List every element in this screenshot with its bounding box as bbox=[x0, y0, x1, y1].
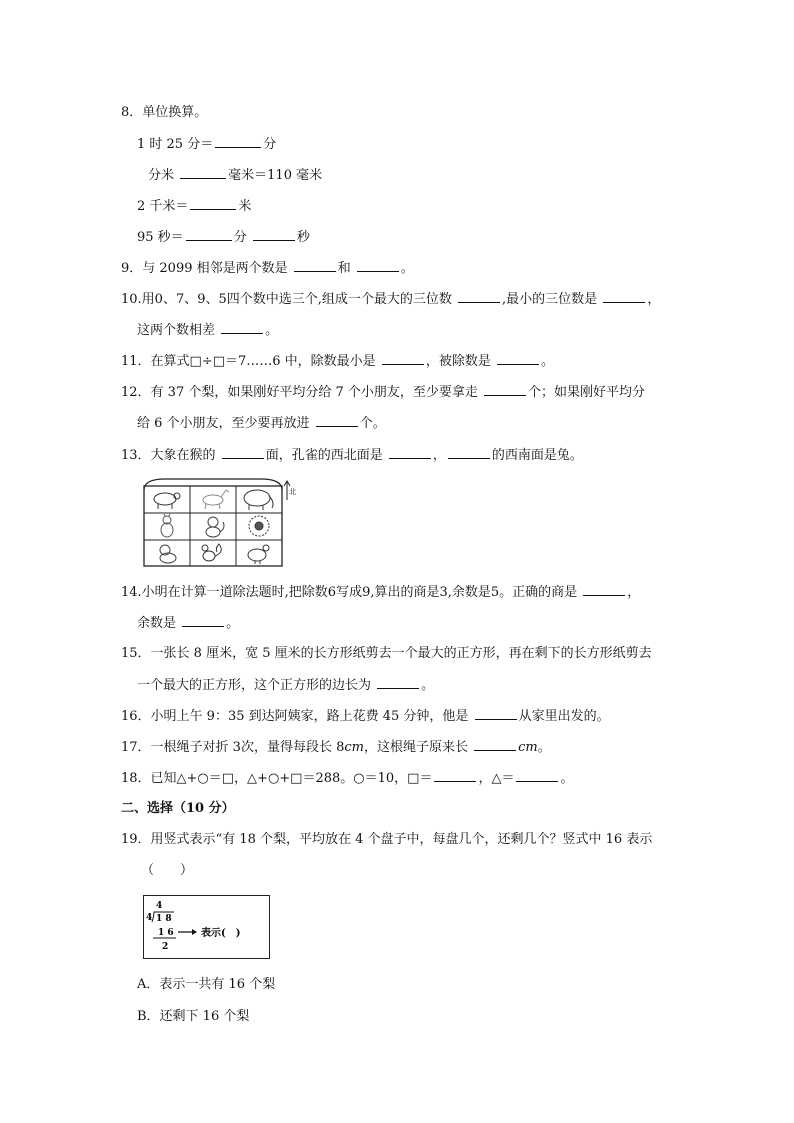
q8-line3: 2 千米＝ 米 bbox=[137, 199, 252, 214]
q8-line2: 分米 毫米＝110 毫米 bbox=[148, 168, 323, 183]
answer-blank[interactable] bbox=[316, 414, 358, 427]
answer-blank[interactable] bbox=[583, 583, 625, 596]
q19-paren: （ ） bbox=[141, 863, 194, 878]
long-division-figure bbox=[143, 895, 270, 959]
north-label: 北 bbox=[289, 488, 296, 496]
monkey-icon bbox=[206, 517, 224, 537]
q15-line1: 15．一张长 8 厘米，宽 5 厘米的长方形纸剪去一个最大的正方形，再在剩下的长方形纸剪去 bbox=[121, 646, 652, 661]
q16: 16．小明上午 9：35 到达阿姨家，路上花费 45 分钟，他是 从家里出发的。 bbox=[121, 709, 610, 724]
q15-line2: 一个最大的正方形，这个正方形的边长为 。 bbox=[137, 678, 435, 693]
answer-blank[interactable] bbox=[221, 321, 263, 334]
answer-blank[interactable] bbox=[215, 135, 261, 148]
answer-blank[interactable] bbox=[182, 614, 224, 627]
q10-line2: 这两个数相差 。 bbox=[137, 323, 279, 338]
q8-line4: 95 秒＝ 分 秒 bbox=[137, 230, 310, 245]
q8-line1: 1 时 25 分＝ 分 bbox=[137, 137, 277, 152]
q8-title: 8．单位换算。 bbox=[121, 105, 208, 120]
section-title: 二、选择（10 分） bbox=[121, 801, 235, 816]
q12-line1: 12．有 37 个梨，如果刚好平均分给 7 个小朋友，至少要拿走 个；如果刚好平均分 bbox=[121, 385, 646, 400]
answer-blank[interactable] bbox=[475, 707, 517, 720]
q13: 13．大象在猴的 面，孔雀的西北面是 ， 的西南面是兔。 bbox=[121, 448, 583, 463]
fig-remainder: 2 bbox=[162, 942, 169, 952]
q10-line1: 10.用0、7、9、5四个数中选三个,组成一个最大的三位数 ,最小的三位数是 ， bbox=[121, 292, 661, 307]
chicken-icon bbox=[248, 545, 269, 564]
option-a[interactable]: A．表示一共有 16 个梨 bbox=[137, 977, 276, 992]
answer-blank[interactable] bbox=[294, 259, 336, 272]
answer-blank[interactable] bbox=[484, 383, 526, 396]
elephant-icon bbox=[244, 490, 273, 510]
fig-quotient: 4 bbox=[156, 901, 163, 911]
fig-label: 表示( ) bbox=[201, 928, 241, 939]
answer-blank[interactable] bbox=[458, 290, 500, 303]
q11: 11．在算式□÷□＝7……6 中，除数最小是 ，被除数是 。 bbox=[121, 354, 554, 369]
answer-blank[interactable] bbox=[382, 352, 424, 365]
sheep-icon bbox=[154, 493, 180, 509]
q12-line2: 给 6 个小朋友，至少要再放进 个。 bbox=[137, 416, 386, 431]
animal-position-grid bbox=[143, 478, 296, 568]
horse-icon bbox=[203, 490, 229, 509]
option-b[interactable]: B．还剩下 16 个梨 bbox=[137, 1009, 250, 1024]
rabbit-icon bbox=[161, 514, 173, 537]
answer-blank[interactable] bbox=[253, 228, 295, 241]
q14-line1: 14.小明在计算一道除法题时,把除数6写成9,算出的商是3,余数是5。正确的商是 ， bbox=[121, 585, 641, 600]
answer-blank[interactable] bbox=[516, 769, 558, 782]
answer-blank[interactable] bbox=[377, 676, 419, 689]
answer-blank[interactable] bbox=[222, 446, 264, 459]
q14-line2: 余数是 。 bbox=[137, 616, 240, 631]
answer-blank[interactable] bbox=[190, 197, 236, 210]
answer-blank[interactable] bbox=[497, 352, 539, 365]
fig-sub: 1 6 bbox=[158, 928, 174, 938]
peacock-icon bbox=[249, 516, 269, 536]
answer-blank[interactable] bbox=[448, 446, 490, 459]
fig-divisor: 4 bbox=[146, 913, 153, 923]
q18: 18．已知△+○＝□，△+○+□＝288。○＝10，□＝ ，△＝ 。 bbox=[121, 771, 574, 786]
answer-blank[interactable] bbox=[474, 738, 516, 751]
answer-blank[interactable] bbox=[434, 769, 476, 782]
fig-dividend: 1 8 bbox=[156, 914, 172, 924]
answer-blank[interactable] bbox=[603, 290, 645, 303]
answer-blank[interactable] bbox=[357, 259, 399, 272]
answer-blank[interactable] bbox=[389, 446, 431, 459]
answer-blank[interactable] bbox=[186, 228, 232, 241]
q19-line1: 19．用竖式表示“有 18 个梨，平均放在 4 个盘子中，每盘几个，还剩几个？竖式中 16 表示 bbox=[121, 832, 653, 847]
answer-blank[interactable] bbox=[180, 166, 226, 179]
squirrel-icon bbox=[202, 544, 221, 561]
q9: 9．与 2099 相邻是两个数是 和 。 bbox=[121, 261, 414, 276]
dog-icon bbox=[160, 545, 176, 563]
q17: 17．一根绳子对折 3次，量得每段长 8cm，这根绳子原来长 cm。 bbox=[121, 740, 551, 755]
